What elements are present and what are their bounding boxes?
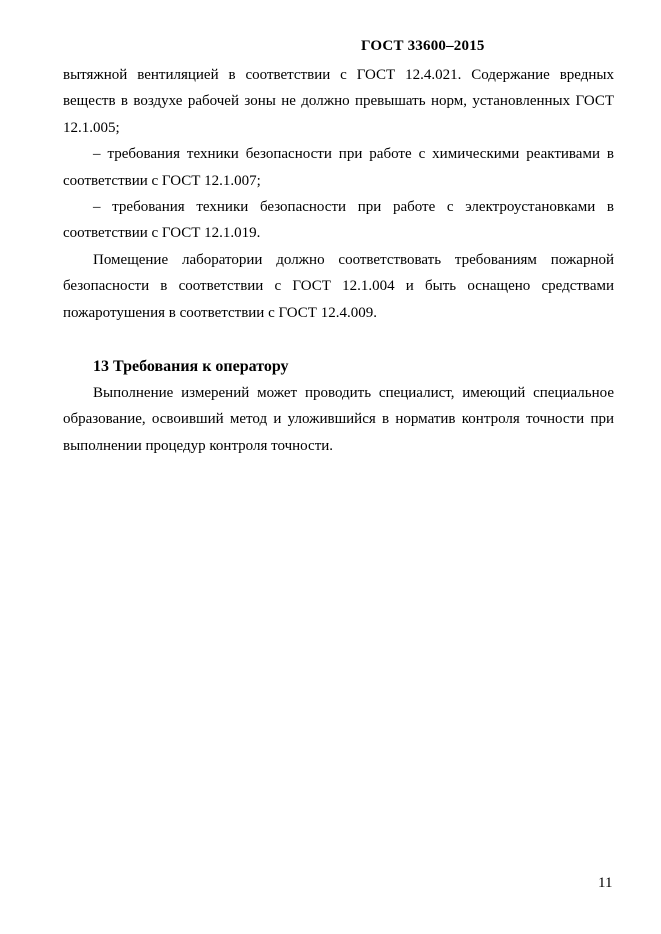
paragraph-fire-safety: Помещение лаборатории должно соответствовать требованиям пожарной безопасности в соответствии с ГОСТ 12.1.004 и быть оснащено средствами пожаротушения в соответствии с ГОСТ 12.4.009. xyxy=(63,251,614,321)
paragraph-operator-requirements: Выполнение измерений может проводить специалист, имеющий специальное образование, освоивший метод и уложившийся в норматив контроля точности при выполнении процедур контроля точности. xyxy=(63,385,614,454)
page-number: 11 xyxy=(598,875,613,891)
paragraph-ventilation: вытяжной вентиляцией в соответствии с ГОСТ 12.4.021. Содержание вредных веществ в воздухе рабочей зоны не должно превышать норм, установленных ГОСТ 12.1.005; xyxy=(63,67,614,136)
document-body xyxy=(63,62,614,459)
paragraph-chemical-safety: – требования техники безопасности при работе с химическими реактивами в соответствии с ГОСТ 12.1.007; xyxy=(63,146,614,189)
document-code: ГОСТ 33600–2015 xyxy=(361,38,485,54)
paragraph-electrical-safety: – требования техники безопасности при работе с электроустановками в соответствии с ГОСТ 12.1.019. xyxy=(63,199,614,242)
section-heading-operator: 13 Требования к оператору xyxy=(93,358,289,376)
